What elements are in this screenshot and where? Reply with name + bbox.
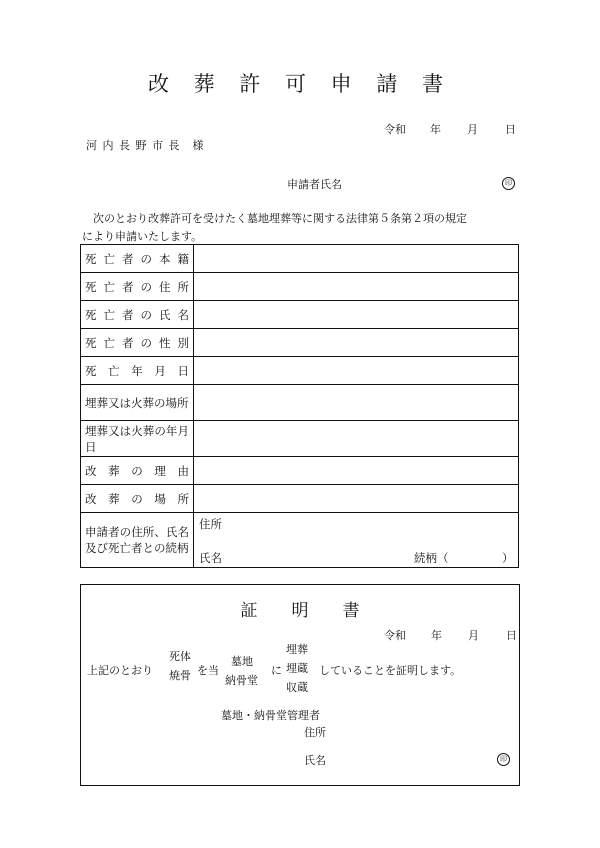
table-row <box>81 357 519 385</box>
manager-address-label: 住所 <box>304 726 326 739</box>
applicant-relation-label: 続柄（ <box>414 551 449 565</box>
row-label-applicant: 申請者の住所、氏名及び死亡者との続柄 <box>81 513 194 568</box>
cert-date-era: 令和 <box>384 629 406 642</box>
row-label-name: 死 亡 者 の 氏 名 <box>81 301 194 329</box>
table-row <box>81 245 519 273</box>
applicant-cell[interactable] <box>194 513 519 568</box>
seal-icon: 印 <box>497 753 510 766</box>
seal-icon: 印 <box>502 177 515 190</box>
row-input-sex[interactable] <box>194 329 519 357</box>
date-era: 令和 <box>384 123 406 136</box>
applicant-name-label: 申請者氏名 <box>287 178 342 191</box>
table-row <box>81 421 519 457</box>
cert-particle-ni: に <box>271 664 282 677</box>
page-title: 改 葬 許 可 申 請 書 <box>147 72 453 96</box>
intro-line-1: 次のとおり改葬許可を受けたく墓地埋葬等に関する法律第５条第２項の規定 <box>93 212 467 225</box>
row-label-domicile: 死 亡 者 の 本 籍 <box>81 245 194 273</box>
table-row <box>81 273 519 301</box>
table-row <box>81 385 519 421</box>
manager-name-label: 氏名 <box>304 754 326 767</box>
option-ashes: 焼骨 <box>169 669 191 682</box>
row-input-name[interactable] <box>194 301 519 329</box>
table-row <box>81 329 519 357</box>
row-label-death-date: 死 亡 年 月 日 <box>81 357 194 385</box>
row-input-address[interactable] <box>194 273 519 301</box>
table-row <box>81 301 519 329</box>
row-label-new-place: 改 葬 の 場 所 <box>81 485 194 513</box>
row-input-domicile[interactable] <box>194 245 519 273</box>
row-input-burial-place[interactable] <box>194 385 519 421</box>
certificate-box <box>80 584 520 786</box>
option-corpse: 死体 <box>169 650 191 663</box>
application-table <box>80 244 519 568</box>
option-ossuary: 納骨堂 <box>225 674 258 687</box>
intro-line-2: により申請いたします。 <box>82 230 203 243</box>
applicant-address-label: 住所 <box>199 517 222 531</box>
row-label-address: 死 亡 者 の 住 所 <box>81 273 194 301</box>
row-label-sex: 死 亡 者 の 性 別 <box>81 329 194 357</box>
addressee: 河 内 長 野 市 長 様 <box>86 139 205 152</box>
cert-date-month: 月 <box>468 629 479 642</box>
cert-particle-wo: を当 <box>197 664 219 677</box>
cert-suffix: していることを証明します。 <box>319 664 462 677</box>
option-burial: 埋葬 <box>286 643 308 656</box>
manager-label: 墓地・納骨堂管理者 <box>221 709 320 722</box>
row-label-burial-date: 埋葬又は火葬の年月日 <box>81 421 194 457</box>
date-day: 日 <box>505 123 516 136</box>
row-input-reason[interactable] <box>194 457 519 485</box>
date-year: 年 <box>430 123 441 136</box>
option-housing: 収蔵 <box>286 681 308 694</box>
table-row <box>81 457 519 485</box>
row-input-new-place[interactable] <box>194 485 519 513</box>
certificate-title: 証 明 書 <box>240 601 360 621</box>
row-input-burial-date[interactable] <box>194 421 519 457</box>
date-month: 月 <box>467 123 478 136</box>
row-label-reason: 改 葬 の 理 由 <box>81 457 194 485</box>
table-row <box>81 513 519 568</box>
applicant-relation-close: ） <box>502 551 514 565</box>
option-cemetery: 墓地 <box>231 655 253 668</box>
applicant-name-label: 氏名 <box>199 551 222 565</box>
row-input-death-date[interactable] <box>194 357 519 385</box>
option-interment: 埋蔵 <box>286 662 308 675</box>
table-row <box>81 485 519 513</box>
cert-date-year: 年 <box>431 629 442 642</box>
cert-prefix: 上記のとおり <box>87 664 153 677</box>
row-label-burial-place: 埋葬又は火葬の場所 <box>81 385 194 421</box>
cert-date-day: 日 <box>506 629 517 642</box>
